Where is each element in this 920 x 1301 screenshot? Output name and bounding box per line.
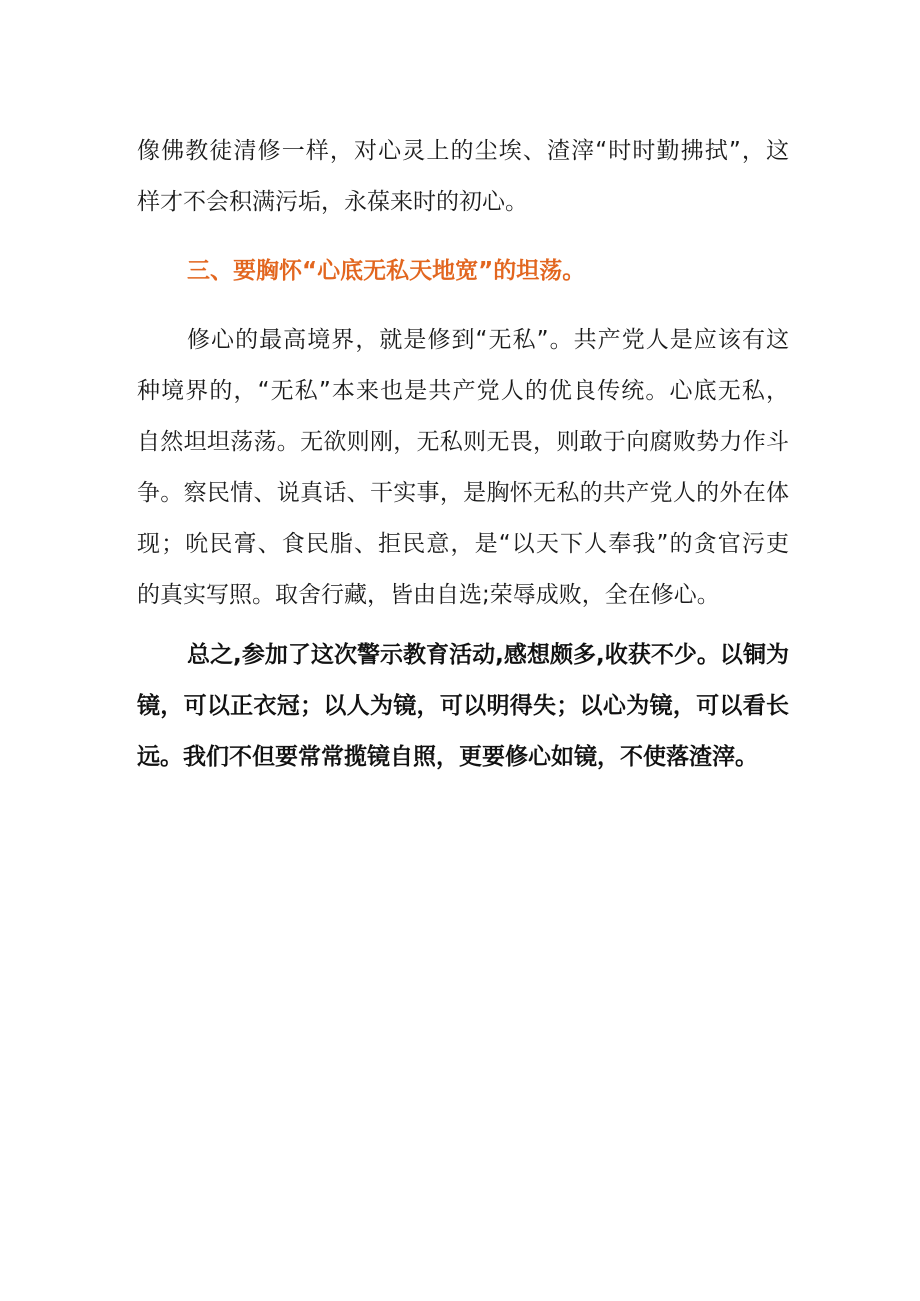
paragraph-continuation xyxy=(137,126,789,228)
paragraph-line: 自然坦坦荡荡。无欲则刚，无私则无畏，则敢于向腐败势力作斗 xyxy=(137,429,789,455)
paragraph-line: 的真实写照。取舍行藏，皆由自选;荣辱成败，全在修心。 xyxy=(137,582,720,608)
paragraph-line: 样才不会积满污垢，永葆来时的初心。 xyxy=(137,189,528,215)
conclusion-line: 镜，可以正衣冠；以人为镜，可以明得失；以心为镜，可以看长 xyxy=(137,693,789,719)
paragraph-line: 现；吮民膏、食民脂、拒民意，是“以天下人奉我”的贪官污吏 xyxy=(137,531,789,557)
conclusion-line: 远。我们不但要常常揽镜自照，更要修心如镜，不使落渣滓。 xyxy=(137,744,758,770)
paragraph-line: 修心的最高境界，就是修到“无私”。共产党人是应该有这 xyxy=(187,327,789,353)
paragraph-line: 种境界的，“无私”本来也是共产党人的优良传统。心底无私， xyxy=(137,378,789,404)
conclusion-line: 总之,参加了这次警示教育活动,感想颇多,收获不少。以铜为 xyxy=(187,642,789,668)
paragraph-line: 争。察民情、说真话、干实事，是胸怀无私的共产党人的外在体 xyxy=(137,480,789,506)
section-heading-three: 三、要胸怀“心底无私天地宽”的坦荡。 xyxy=(187,258,586,284)
paragraph-selflessness xyxy=(137,315,789,621)
paragraph-line: 像佛教徒清修一样，对心灵上的尘埃、渣滓“时时勤拂拭”，这 xyxy=(137,138,789,164)
paragraph-conclusion xyxy=(137,630,789,783)
